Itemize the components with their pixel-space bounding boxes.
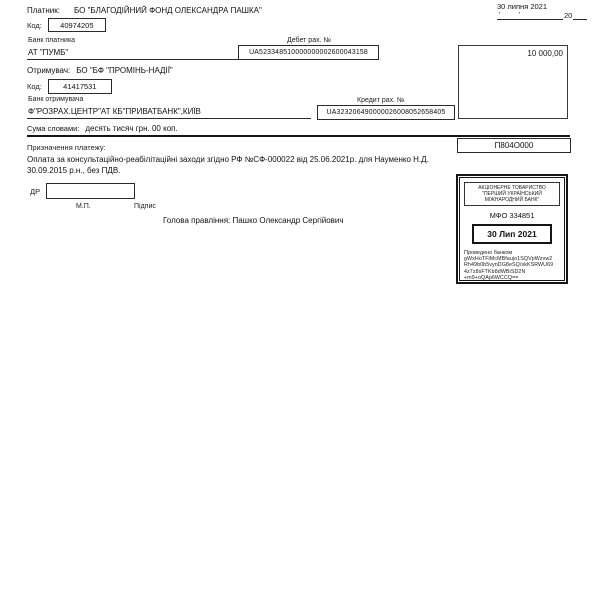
stamp-mfo: МФО 334851 <box>489 211 535 220</box>
credit-account-box <box>317 105 455 120</box>
receiver-code-label: Код: <box>27 82 42 91</box>
stamp-processed-label: Проведено банком <box>464 250 513 256</box>
payer-bank-value: АТ "ПУМБ" <box>28 48 69 57</box>
purpose-label: Призначення платежу: <box>27 143 106 152</box>
payment-code-box <box>457 138 571 153</box>
receiver-bank-label: Банк отримувача <box>28 96 84 103</box>
payer-code-value: 40974205 <box>60 20 94 30</box>
date-blank-quotes: ' ' <box>497 10 563 20</box>
bank-stamp-inner <box>459 177 565 281</box>
debit-account-value: UA523348510000000002600043158 <box>249 49 368 56</box>
stamp-bank-name <box>464 182 560 206</box>
receiver-bank-value: Ф"РОЗРАХ.ЦЕНТР"АТ КБ"ПРИВАТБАНК",КИЇВ <box>28 107 201 116</box>
dr-label: ДР <box>30 186 41 196</box>
stamp-date-box <box>472 224 552 244</box>
purpose-text-line1: Оплата за консультаційно-реабілітаційні заходи згідно РФ №СФ-000022 від 25.06.2021р. для Науменко Н.Д. <box>27 155 429 164</box>
payment-code-value: П804О000 <box>494 141 534 150</box>
payer-value: БО "БЛАГОДІЙНИЙ ФОНД ОЛЕКСАНДРА ПАШКА" <box>73 6 262 15</box>
payer-label: Платник: <box>27 6 60 15</box>
section-divider <box>27 135 570 137</box>
amount-box <box>458 45 568 119</box>
receiver-code-value: 41417531 <box>63 82 97 91</box>
bank-stamp <box>456 174 568 284</box>
debit-account-label: Дебет рах. № <box>287 37 331 44</box>
credit-account-label: Кредит рах. № <box>357 97 405 104</box>
signature-label: Підпис <box>134 203 156 210</box>
amount-value: 10 000,00 <box>527 49 563 58</box>
stamp-bank-name-line1: АКЦІОНЕРНЕ ТОВАРИСТВО <box>478 185 546 191</box>
debit-account-box <box>238 45 379 60</box>
stamp-hash <box>464 256 560 281</box>
sum-words-label: Сума словами: <box>27 124 80 133</box>
date-blank-year: 20 <box>564 11 573 20</box>
stamp-hash-line1: gWxHoTFiMcMBfaujo1SQVpWzvw2 <box>464 256 553 262</box>
sum-words-value: десять тисяч грн. 00 коп. <box>85 124 178 133</box>
dr-box <box>46 183 135 199</box>
purpose-text-line2: 30.09.2015 р.н., без ПДВ. <box>27 166 121 175</box>
signatory-line: Голова правління: Пашко Олександр Сергійович <box>163 216 344 225</box>
credit-account-value: UA323206490000026008052658405 <box>326 109 446 116</box>
mp-label: М.П. <box>76 203 91 210</box>
stamp-hash-line4: +m9+oQAp6WCCQ== <box>464 274 519 281</box>
receiver-value: БО "БФ "ПРОМІНЬ-НАДІЇ" <box>76 66 173 75</box>
payer-code-label: Код: <box>27 20 42 30</box>
stamp-date-value: 30 Лип 2021 <box>487 229 537 239</box>
stamp-hash-line3: 4z7z8sFTKb8dWBiSD2N <box>464 268 526 275</box>
receiver-label: Отримувач: <box>27 66 71 75</box>
stamp-hash-line2: Rh49b0b5vynDG8eSQ/skKSRWU69 <box>464 262 554 269</box>
date-blank-tail <box>573 19 587 20</box>
date-blank-line <box>497 10 587 20</box>
receiver-code-box <box>48 79 112 94</box>
stamp-bank-name-line2: "ПЕРШИЙ УКРАЇНСЬКИЙ МІЖНАРОДНИЙ БАНК" <box>482 191 542 203</box>
payer-bank-label: Банк платника <box>28 37 76 44</box>
document-date: 30 липня 2021 <box>497 2 548 11</box>
payer-code-box <box>48 18 106 32</box>
